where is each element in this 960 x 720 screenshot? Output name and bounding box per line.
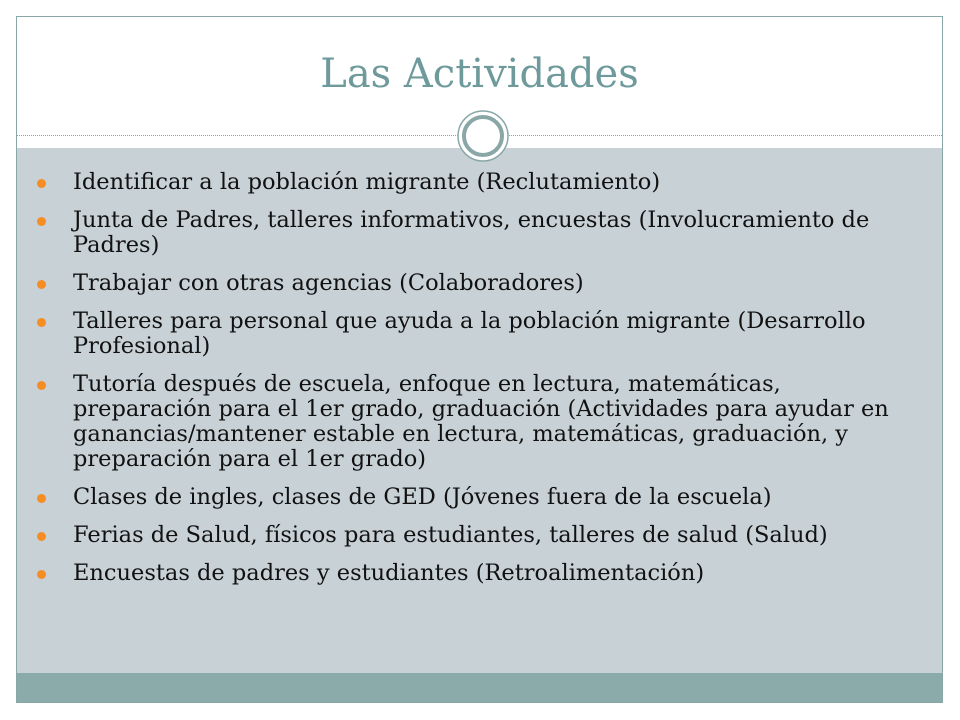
bullet-item <box>37 523 917 548</box>
slide <box>16 16 943 703</box>
bullet-text: Ferias de Salud, físicos para estudiantes, talleres de salud (Salud) <box>73 522 828 548</box>
bullet-text: Clases de ingles, clases de GED (Jóvenes fuera de la escuela) <box>73 484 772 510</box>
slide-title: Las Actividades <box>320 51 639 97</box>
bullet-item <box>37 170 917 195</box>
bullet-text: Encuestas de padres y estudiantes (Retroalimentación) <box>73 560 705 586</box>
bullet-dot-icon <box>37 179 46 188</box>
bullet-item <box>37 372 917 472</box>
bullet-text: Junta de Padres, talleres informativos, encuestas (Involucramiento de Padres) <box>73 207 870 258</box>
bullet-text: Tutoría después de escuela, enfoque en lectura, matemáticas, preparación para el 1er grado, graduación (Actividades para ayudar en ganancias/mantener estable en lectura, matemáticas, graduación, y preparación para el 1er grado) <box>73 371 889 472</box>
bullet-dot-icon <box>37 217 46 226</box>
bullet-item <box>37 561 917 586</box>
bullet-dot-icon <box>37 280 46 289</box>
bullet-dot-icon <box>37 570 46 579</box>
bullet-dot-icon <box>37 494 46 503</box>
bullet-dot-icon <box>37 532 46 541</box>
bullet-text: Talleres para personal que ayuda a la población migrante (Desarrollo Profesional) <box>73 308 866 359</box>
bullet-text: Trabajar con otras agencias (Colaboradores) <box>73 270 584 296</box>
bullet-text: Identificar a la población migrante (Reclutamiento) <box>73 169 661 195</box>
bullet-dot-icon <box>37 381 46 390</box>
bullet-item <box>37 208 917 258</box>
bullet-item <box>37 485 917 510</box>
ring-icon <box>456 109 510 163</box>
bullet-list <box>37 170 917 599</box>
bullet-dot-icon <box>37 318 46 327</box>
bullet-item <box>37 271 917 296</box>
footer-bar <box>17 673 942 703</box>
bullet-item <box>37 309 917 359</box>
